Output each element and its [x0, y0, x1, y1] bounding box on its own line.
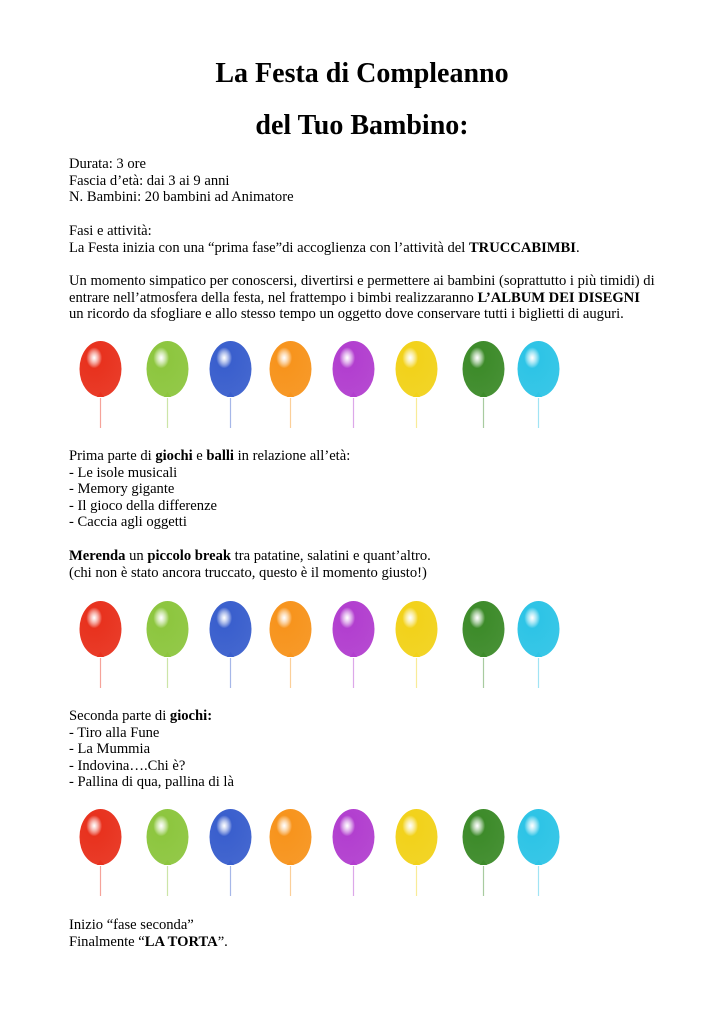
balloon-icon [145, 600, 190, 690]
prima-giochi: giochi [155, 448, 193, 464]
fasi-block [69, 223, 669, 256]
seconda-parte-block [69, 708, 669, 791]
balloon-icon [78, 600, 123, 690]
prima-post: in relazione all’età: [233, 448, 351, 464]
album-label: L’ALBUM DEI DISEGNI [477, 289, 640, 306]
merenda-line-2: (chi non è stato ancora truccato, questo è il momento giusto!) [69, 564, 427, 581]
prima-pre: Prima parte di [69, 448, 156, 464]
prima-parte-block [69, 448, 669, 531]
list-item: - Indovina….Chi è? [69, 757, 186, 774]
momento-line-3: un ricordo da sfogliare e allo stesso tempo un oggetto dove conservare tutti i biglietti di auguri. [69, 306, 624, 322]
balloon-row-1 [78, 340, 578, 430]
prima-mid: e [192, 448, 207, 464]
break-bold: piccolo break [147, 548, 232, 564]
fasi-intro-text: La Festa inizia con una “prima fase”di accoglienza con l’attività del [69, 239, 469, 256]
finale-block [69, 917, 669, 950]
finale-line-2 [69, 934, 669, 951]
list-item: - Pallina di qua, pallina di là [69, 774, 234, 790]
balloon-icon [145, 808, 190, 898]
balloon-icon [331, 600, 376, 690]
finale-pre: Finalmente “ [69, 933, 145, 950]
balloon-icon [516, 340, 561, 430]
balloon-icon [394, 600, 439, 690]
list-item: - La Mummia [69, 741, 151, 757]
balloon-icon [331, 340, 376, 430]
balloon-icon [78, 340, 123, 430]
merenda-mid: un [125, 548, 148, 564]
list-item: - Il gioco della differenze [69, 497, 218, 514]
balloon-icon [268, 340, 313, 430]
balloon-icon [331, 808, 376, 898]
list-item: - Memory gigante [69, 481, 175, 497]
prima-parte-heading [69, 448, 669, 465]
info-block [69, 156, 669, 206]
balloon-icon [516, 808, 561, 898]
balloon-icon [208, 808, 253, 898]
seconda-giochi: giochi: [169, 708, 213, 724]
balloon-row-2 [78, 600, 578, 690]
momento-line-1: Un momento simpatico per conoscersi, divertirsi e permettere ai bambini (soprattutto i più timidi) di [69, 273, 655, 289]
momento-line-2-text: entrare nell’atmosfera della festa, nel frattempo i bimbi realizzaranno [69, 289, 478, 306]
merenda-block [69, 548, 669, 581]
merenda-bold: Merenda [69, 548, 126, 564]
list-item: - Tiro alla Fune [69, 724, 160, 741]
seconda-parte-heading [69, 708, 669, 725]
balloon-icon [394, 808, 439, 898]
durata-text: Durata: 3 ore [69, 156, 146, 172]
bambini-text: N. Bambini: 20 bambini ad Animatore [69, 189, 294, 205]
prima-balli: balli [206, 448, 234, 464]
balloon-row-3 [78, 808, 578, 898]
balloon-icon [461, 808, 506, 898]
momento-line-2 [69, 290, 669, 307]
balloon-icon [208, 600, 253, 690]
balloon-icon [516, 600, 561, 690]
balloon-icon [461, 340, 506, 430]
balloon-icon [208, 340, 253, 430]
balloon-icon [145, 340, 190, 430]
merenda-post: tra patatine, salatini e quant’altro. [231, 548, 431, 564]
momento-block [69, 273, 669, 323]
title-line-2: del Tuo Bambino: [255, 110, 469, 141]
balloon-icon [268, 808, 313, 898]
title-line-1: La Festa di Compleanno [215, 58, 509, 89]
balloon-icon [461, 600, 506, 690]
torta-label: LA TORTA [144, 933, 218, 950]
list-item: - Le isole musicali [69, 464, 178, 481]
truccabimbi-label: TRUCCABIMBI [468, 239, 576, 256]
balloon-icon [78, 808, 123, 898]
merenda-line-1 [69, 548, 669, 565]
balloon-icon [268, 600, 313, 690]
seconda-pre: Seconda parte di [69, 708, 170, 724]
list-item: - Caccia agli oggetti [69, 514, 187, 530]
finale-post: ”. [217, 933, 228, 950]
balloon-icon [394, 340, 439, 430]
fasi-intro-end: . [575, 239, 580, 256]
finale-line-1: Inizio “fase seconda” [69, 917, 194, 933]
fascia-text: Fascia d’età: dai 3 ai 9 anni [69, 172, 230, 189]
fasi-heading: Fasi e attività: [69, 223, 152, 239]
fasi-intro [69, 240, 669, 257]
